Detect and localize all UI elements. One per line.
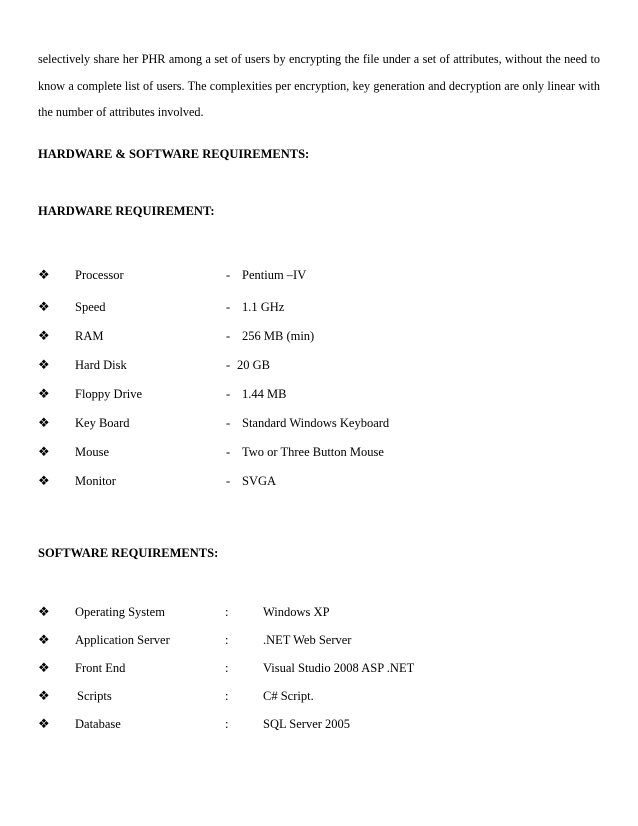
separator: : [225, 633, 229, 647]
hardware-value: 1.44 MB [242, 387, 287, 401]
software-label: Operating System [75, 605, 165, 619]
bullet-diamond-icon: ❖ [38, 357, 50, 372]
list-item [38, 414, 598, 432]
hardware-value: 1.1 GHz [242, 300, 285, 314]
hardware-value: Pentium –IV [242, 268, 307, 282]
list-item [38, 443, 598, 461]
software-value: SQL Server 2005 [263, 717, 351, 731]
hardware-label: RAM [75, 329, 104, 343]
separator: : [225, 605, 229, 619]
hardware-label: Speed [75, 300, 106, 314]
software-label: Front End [75, 661, 126, 675]
list-item [38, 385, 598, 403]
software-label: Scripts [77, 689, 112, 703]
separator: - [226, 387, 231, 401]
hardware-value: 20 GB [237, 358, 270, 372]
hardware-value: 256 MB (min) [242, 329, 315, 343]
bullet-diamond-icon: ❖ [38, 632, 50, 647]
separator: - [226, 300, 231, 314]
software-label: Database [75, 717, 121, 731]
separator: : [225, 717, 229, 731]
separator: - [226, 268, 231, 282]
list-item [38, 298, 598, 316]
intro-paragraph: selectively share her PHR among a set of users by encrypting the file under a set of attributes, without the need to know a complete list of users. The complexities per encryption, key generation and decryption are only linear with the number of attributes involved. [38, 52, 600, 119]
bullet-diamond-icon: ❖ [38, 473, 50, 488]
hardware-label: Monitor [75, 474, 116, 488]
software-value: .NET Web Server [263, 633, 352, 647]
bullet-diamond-icon: ❖ [38, 415, 50, 430]
bullet-diamond-icon: ❖ [38, 386, 50, 401]
software-label: Application Server [75, 633, 170, 647]
list-item [38, 327, 598, 345]
bullet-diamond-icon: ❖ [38, 267, 50, 282]
software-value: Windows XP [263, 605, 330, 619]
separator: - [226, 329, 231, 343]
software-heading: SOFTWARE REQUIREMENTS: [38, 546, 219, 560]
list-item [38, 472, 598, 490]
bullet-diamond-icon: ❖ [38, 660, 50, 675]
hardware-value: Two or Three Button Mouse [242, 445, 384, 459]
hardware-heading: HARDWARE REQUIREMENT: [38, 204, 215, 218]
hardware-value: SVGA [242, 474, 277, 488]
software-value: Visual Studio 2008 ASP .NET [263, 661, 415, 675]
list-item [38, 659, 598, 677]
separator: - [226, 416, 231, 430]
list-item [38, 603, 598, 621]
hardware-label: Hard Disk [75, 358, 127, 372]
hardware-label: Floppy Drive [75, 387, 143, 401]
list-item [38, 715, 598, 733]
bullet-diamond-icon: ❖ [38, 299, 50, 314]
list-item [38, 687, 598, 705]
bullet-diamond-icon: ❖ [38, 604, 50, 619]
hardware-value: Standard Windows Keyboard [242, 416, 390, 430]
list-item [38, 631, 598, 649]
separator: - [226, 474, 231, 488]
list-item [38, 266, 598, 284]
bullet-diamond-icon: ❖ [38, 688, 50, 703]
main-heading: HARDWARE & SOFTWARE REQUIREMENTS: [38, 147, 310, 161]
separator: : [225, 661, 229, 675]
separator: - [226, 358, 231, 372]
software-value: C# Script. [263, 689, 314, 703]
hardware-label: Mouse [75, 445, 110, 459]
hardware-label: Key Board [75, 416, 130, 430]
bullet-diamond-icon: ❖ [38, 328, 50, 343]
bullet-diamond-icon: ❖ [38, 444, 50, 459]
separator: : [225, 689, 229, 703]
hardware-label: Processor [75, 268, 124, 282]
bullet-diamond-icon: ❖ [38, 716, 50, 731]
separator: - [226, 445, 231, 459]
list-item [38, 356, 598, 374]
